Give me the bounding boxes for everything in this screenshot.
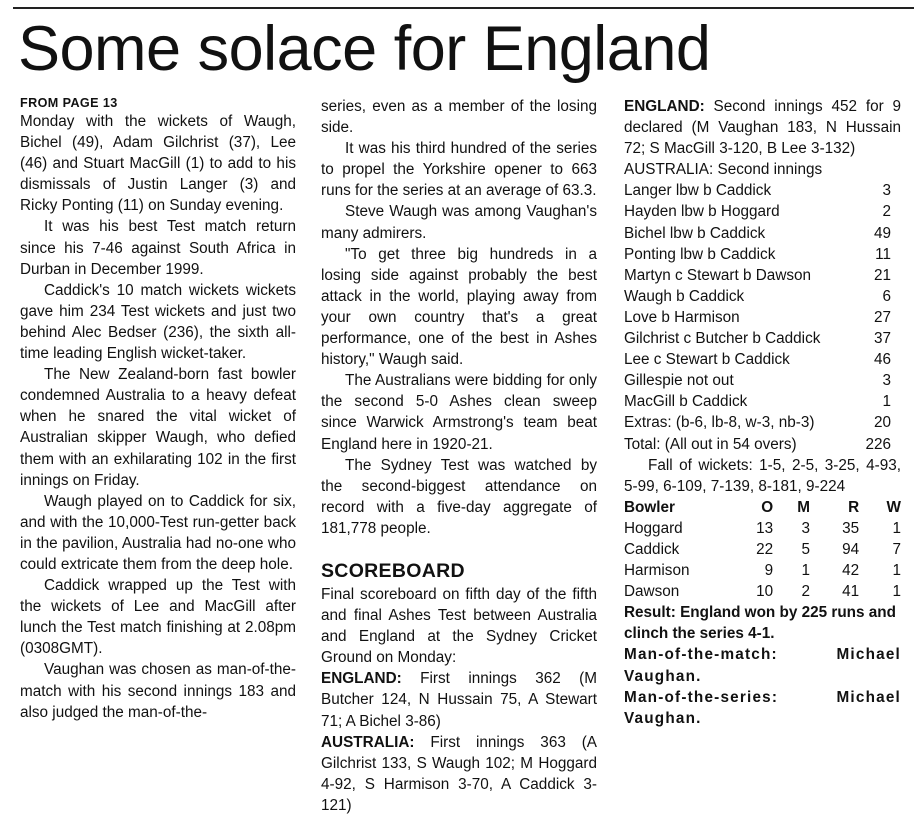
batsman-runs: 27 xyxy=(873,308,891,326)
batsman-runs: 3 xyxy=(882,372,891,390)
paragraph: Caddick wrapped up the Test with the wickets of Lee and MacGill after lunch the Test match finishing at 2.08pm (0308GMT). xyxy=(20,577,296,658)
man-of-the-match: Man-of-the-match: Michael Vaughan. xyxy=(624,646,901,685)
batsman-runs: 37 xyxy=(873,330,891,348)
batsman-dismissal: Bichel lbw b Caddick xyxy=(624,224,766,242)
australia-first-innings xyxy=(321,732,597,816)
paragraph: "To get three big hundreds in a losing side against probably the best attack in the world, playing away from your own country that's a great performance, one of the best in Ashes history," Waugh said. xyxy=(321,245,597,369)
innings-text: Second innings 452 for 9 declared (M Vaughan 183, N Hussain 72; S MacGill 3-120, B Lee 3-132) xyxy=(624,98,901,158)
australia-second-innings-heading: AUSTRALIA: Second innings xyxy=(624,161,823,179)
batting-row xyxy=(624,286,901,307)
batsman-runs: 21 xyxy=(873,266,891,284)
paragraph: It was his third hundred of the series to propel the Yorkshire opener to 663 runs for the series at an average of 63.3. xyxy=(321,140,597,200)
innings-label: ENGLAND: xyxy=(321,670,402,688)
innings-label: ENGLAND: xyxy=(624,98,705,115)
batsman-dismissal: Langer lbw b Caddick xyxy=(624,182,772,200)
scoreboard-title: SCOREBOARD xyxy=(321,559,465,582)
bowling-header: Bowler xyxy=(624,498,675,516)
bowling-header: M xyxy=(797,498,811,516)
bowler-name: Caddick xyxy=(624,540,680,558)
batsman-runs: 20 xyxy=(873,414,891,432)
article-column-1 xyxy=(20,96,296,723)
paragraph: Caddick's 10 match wickets wickets gave him 234 Test wickets and just two behind Alec Bedser (236), the sixth all-time leading English wicket-taker. xyxy=(20,281,296,363)
bowling-row xyxy=(624,518,901,539)
bowling-row xyxy=(624,560,901,581)
bowling-figure: 9 xyxy=(764,562,774,580)
paragraph: series, even as a member of the losing side. xyxy=(321,98,597,137)
bowling-figure: 94 xyxy=(842,540,860,558)
man-of-the-series: Man-of-the-series: Michael Vaughan. xyxy=(624,688,901,727)
batsman-dismissal: Extras: (b-6, lb-8, w-3, nb-3) xyxy=(624,414,815,432)
batting-row xyxy=(624,412,901,433)
bowling-figure: 35 xyxy=(842,519,860,537)
innings-text: First innings 363 (A Gilchrist 133, S Waugh 102; M Hoggard 4-92, S Harmison 3-70, A Caddick 3-121) xyxy=(321,733,597,814)
england-first-innings xyxy=(321,668,597,731)
bowling-figure: 22 xyxy=(756,540,774,558)
article-column-2 xyxy=(321,96,597,816)
bowling-figure: 13 xyxy=(756,519,774,537)
top-rule xyxy=(13,7,914,9)
bowling-figure: 5 xyxy=(801,540,811,558)
paragraph: The New Zealand-born fast bowler condemned Australia to a heavy defeat when he snared the vital wicket of Australian skipper Waugh, who defied them with an exhilarating 102 in the first innings on Friday. xyxy=(20,366,296,489)
batting-row xyxy=(624,223,901,244)
kicker: FROM PAGE 13 xyxy=(20,96,118,110)
headline: Some solace for England xyxy=(18,14,711,84)
batsman-dismissal: Lee c Stewart b Caddick xyxy=(624,351,790,369)
bowling-header: R xyxy=(848,498,860,516)
batsman-runs: 46 xyxy=(873,351,891,369)
paragraph: Steve Waugh was among Vaughan's many admirers. xyxy=(321,203,597,242)
batsman-runs: 1 xyxy=(882,393,891,411)
batsman-dismissal: Martyn c Stewart b Dawson xyxy=(624,266,812,284)
paragraph: The Sydney Test was watched by the second-biggest attendance on record with a five-day aggregate of 181,778 people. xyxy=(321,456,597,537)
paragraph: Monday with the wickets of Waugh, Bichel (49), Adam Gilchrist (37), Lee (46) and Stuart MacGill (1) to add to his dismissals of Justin Langer (3) and Ricky Ponting (11) on Sunday evening. xyxy=(20,113,296,215)
bowling-figure: 1 xyxy=(892,519,901,537)
batsman-dismissal: Gilchrist c Butcher b Caddick xyxy=(624,330,821,348)
bowler-name: Dawson xyxy=(624,583,680,601)
bowling-figure: 42 xyxy=(842,562,860,580)
batting-row xyxy=(624,328,901,349)
bowler-name: Hoggard xyxy=(624,519,683,537)
scoreboard-intro: Final scoreboard on fifth day of the fifth and final Ashes Test between Australia and England at the Sydney Cricket Ground on Monday: xyxy=(321,585,597,667)
article-column-3 xyxy=(624,96,901,729)
batting-row xyxy=(624,201,901,222)
batsman-runs: 2 xyxy=(882,203,891,221)
batting-row xyxy=(624,434,901,455)
paragraph: The Australians were bidding for only the second 5-0 Ashes clean sweep since Warwick Armstrong's team beat England here in 1920-21. xyxy=(321,372,597,453)
bowling-row xyxy=(624,539,901,560)
bowler-name: Harmison xyxy=(624,562,690,580)
batting-row xyxy=(624,244,901,265)
paragraph: It was his best Test match return since his 7-46 against South Africa in Durban in December 1999. xyxy=(20,218,296,278)
batsman-runs: 11 xyxy=(875,245,891,263)
innings-label: AUSTRALIA: xyxy=(321,733,415,751)
bowling-figure: 1 xyxy=(892,583,901,601)
batsman-dismissal: Gillespie not out xyxy=(624,372,734,390)
batsman-runs: 3 xyxy=(882,182,891,200)
batsman-dismissal: Love b Harmison xyxy=(624,308,740,326)
fall-of-wickets: Fall of wickets: 1-5, 2-5, 3-25, 4-93, 5-99, 6-109, 7-139, 8-181, 9-224 xyxy=(624,456,901,495)
batting-row xyxy=(624,180,901,201)
bowling-figure: 2 xyxy=(801,583,811,601)
batsman-runs: 49 xyxy=(873,224,891,242)
match-result: Result: England won by 225 runs and clinch the series 4-1. xyxy=(624,604,896,643)
bowling-figure: 7 xyxy=(892,540,901,558)
bowling-header-row xyxy=(624,497,901,518)
paragraph: Vaughan was chosen as man-of-the-match with his second innings 183 and also judged the man-of-the- xyxy=(20,661,296,721)
bowling-figure: 41 xyxy=(842,583,860,601)
bowling-figure: 1 xyxy=(801,562,811,580)
bowling-figure: 1 xyxy=(892,562,901,580)
innings-text: First innings 362 (M Butcher 124, N Hussain 75, A Stewart 71; A Bichel 3-86) xyxy=(321,670,597,730)
bowling-figure: 3 xyxy=(801,519,811,537)
bowling-figures xyxy=(624,497,901,602)
batsman-dismissal: Total: (All out in 54 overs) xyxy=(624,435,797,453)
batsman-dismissal: Ponting lbw b Caddick xyxy=(624,245,776,263)
batsman-runs: 6 xyxy=(882,287,891,305)
bowling-header: W xyxy=(886,498,901,516)
bowling-row xyxy=(624,581,901,602)
batsman-dismissal: MacGill b Caddick xyxy=(624,393,748,411)
bowling-header: O xyxy=(761,498,774,516)
batsman-dismissal: Hayden lbw b Hoggard xyxy=(624,203,780,221)
batsman-runs: 226 xyxy=(865,435,891,453)
batsman-dismissal: Waugh b Caddick xyxy=(624,287,745,305)
batting-scorecard xyxy=(624,180,901,454)
england-second-innings xyxy=(624,96,901,159)
batting-row xyxy=(624,349,901,370)
batting-row xyxy=(624,391,901,412)
batting-row xyxy=(624,307,901,328)
bowling-figure: 10 xyxy=(756,583,774,601)
batting-row xyxy=(624,265,901,286)
paragraph: Waugh played on to Caddick for six, and with the 10,000-Test run-getter back in the pavilion, Australia had no-one who could extricate them from the deep hole. xyxy=(20,492,296,573)
batting-row xyxy=(624,370,901,391)
